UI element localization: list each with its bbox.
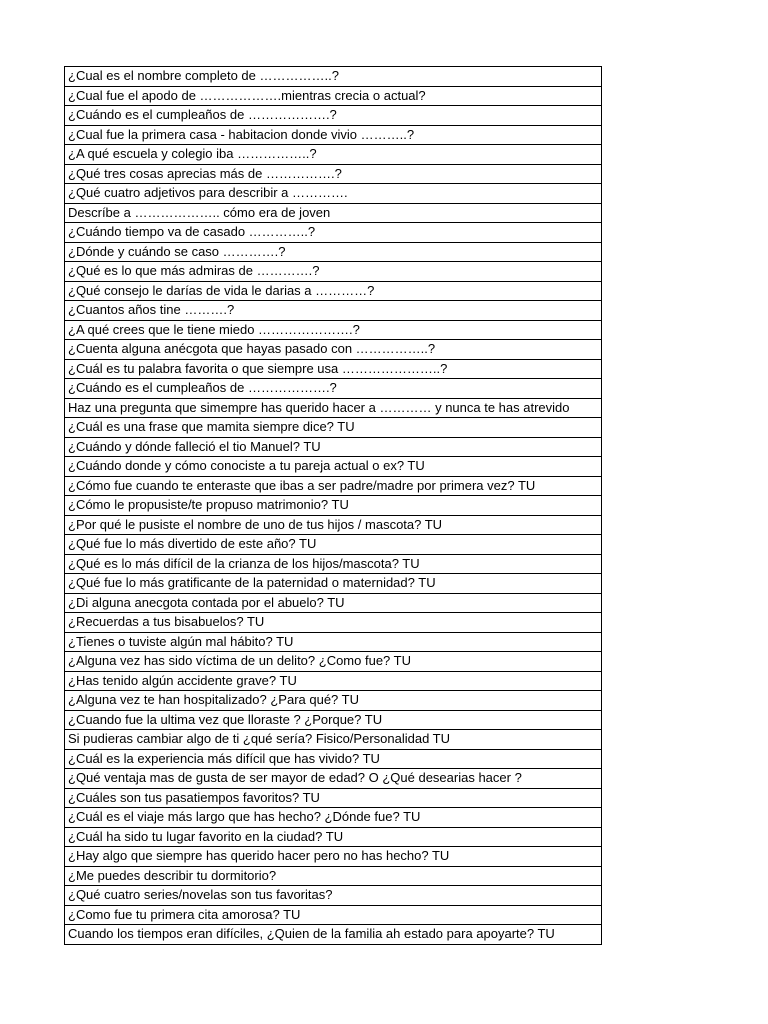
table-row	[65, 788, 602, 808]
table-row	[65, 749, 602, 769]
table-row	[65, 203, 602, 223]
table-row	[65, 359, 602, 379]
table-row	[65, 125, 602, 145]
table-row	[65, 67, 602, 87]
question-cell[interactable]: Cuando los tiempos eran difíciles, ¿Quien de la familia ah estado para apoyarte? TU	[65, 925, 602, 945]
question-cell[interactable]: ¿Cuándo donde y cómo conociste a tu pareja actual o ex? TU	[65, 457, 602, 477]
table-row	[65, 223, 602, 243]
question-cell[interactable]: ¿Hay algo que siempre has querido hacer pero no has hecho? TU	[65, 847, 602, 867]
question-cell[interactable]: Haz una pregunta que simempre has querido hacer a ………… y nunca te has atrevido	[65, 398, 602, 418]
question-cell[interactable]: ¿Recuerdas a tus bisabuelos? TU	[65, 613, 602, 633]
table-row	[65, 613, 602, 633]
table-row	[65, 847, 602, 867]
table-row	[65, 652, 602, 672]
question-cell[interactable]: ¿Tienes o tuviste algún mal hábito? TU	[65, 632, 602, 652]
question-cell[interactable]: ¿Dónde y cuándo se caso ………….?	[65, 242, 602, 262]
question-cell[interactable]: ¿Como fue tu primera cita amorosa? TU	[65, 905, 602, 925]
table-row	[65, 925, 602, 945]
question-cell[interactable]: ¿Di alguna anecgota contada por el abuelo? TU	[65, 593, 602, 613]
table-row	[65, 418, 602, 438]
table-row	[65, 827, 602, 847]
table-row	[65, 379, 602, 399]
table-row	[65, 106, 602, 126]
table-row	[65, 554, 602, 574]
table-row	[65, 671, 602, 691]
table-row	[65, 632, 602, 652]
question-cell[interactable]: ¿Por qué le pusiste el nombre de uno de tus hijos / mascota? TU	[65, 515, 602, 535]
question-cell[interactable]: ¿Qué cuatro adjetivos para describir a ………….	[65, 184, 602, 204]
table-row	[65, 301, 602, 321]
question-cell[interactable]: ¿Qué fue lo más gratificante de la paternidad o maternidad? TU	[65, 574, 602, 594]
table-row	[65, 281, 602, 301]
question-cell[interactable]: ¿Cuál es el viaje más largo que has hecho? ¿Dónde fue? TU	[65, 808, 602, 828]
question-cell[interactable]: Descríbe a ……………….. cómo era de joven	[65, 203, 602, 223]
table-row	[65, 886, 602, 906]
question-cell[interactable]: ¿Cuenta alguna anécgota que hayas pasado con ……………..?	[65, 340, 602, 360]
table-row	[65, 86, 602, 106]
table-row	[65, 593, 602, 613]
question-cell[interactable]: ¿Cómo fue cuando te enteraste que ibas a ser padre/madre por primera vez? TU	[65, 476, 602, 496]
question-cell[interactable]: ¿Alguna vez has sido víctima de un delito? ¿Como fue? TU	[65, 652, 602, 672]
question-cell[interactable]: ¿A qué escuela y colegio iba ……………..?	[65, 145, 602, 165]
question-cell[interactable]: ¿Cuándo es el cumpleaños de ……………….?	[65, 379, 602, 399]
table-row	[65, 145, 602, 165]
question-cell[interactable]: ¿Qué tres cosas aprecias más de …………….?	[65, 164, 602, 184]
table-row	[65, 808, 602, 828]
table-row	[65, 437, 602, 457]
question-cell[interactable]: ¿Alguna vez te han hospitalizado? ¿Para qué? TU	[65, 691, 602, 711]
table-row	[65, 398, 602, 418]
question-cell[interactable]: ¿Qué ventaja mas de gusta de ser mayor de edad? O ¿Qué desearias hacer ?	[65, 769, 602, 789]
question-cell[interactable]: ¿Cuál es una frase que mamita siempre dice? TU	[65, 418, 602, 438]
questions-table	[64, 66, 602, 945]
table-row	[65, 476, 602, 496]
table-row	[65, 262, 602, 282]
table-row	[65, 769, 602, 789]
table-row	[65, 691, 602, 711]
question-cell[interactable]: ¿Cual fue el apodo de ……………….mientras crecia o actual?	[65, 86, 602, 106]
question-cell[interactable]: ¿Cuando fue la ultima vez que lloraste ? ¿Porque? TU	[65, 710, 602, 730]
question-cell[interactable]: ¿Cuál es tu palabra favorita o que siempre usa …………………..?	[65, 359, 602, 379]
table-row	[65, 866, 602, 886]
question-cell[interactable]: ¿Qué es lo que más admiras de ………….?	[65, 262, 602, 282]
question-cell[interactable]: ¿Cuál ha sido tu lugar favorito en la ciudad? TU	[65, 827, 602, 847]
question-cell[interactable]: ¿Qué es lo más difícil de la crianza de los hijos/mascota? TU	[65, 554, 602, 574]
question-cell[interactable]: ¿A qué crees que le tiene miedo ………………….?	[65, 320, 602, 340]
table-row	[65, 184, 602, 204]
question-cell[interactable]: ¿Cuándo es el cumpleaños de ……………….?	[65, 106, 602, 126]
question-cell[interactable]: ¿Cual es el nombre completo de ……………..?	[65, 67, 602, 87]
question-cell[interactable]: ¿Qué consejo le darías de vida le darias a …………?	[65, 281, 602, 301]
question-cell[interactable]: ¿Cuáles son tus pasatiempos favoritos? TU	[65, 788, 602, 808]
question-cell[interactable]: ¿Cuál es la experiencia más difícil que has vivido? TU	[65, 749, 602, 769]
table-row	[65, 340, 602, 360]
questions-table-body	[65, 67, 602, 945]
table-row	[65, 457, 602, 477]
table-row	[65, 320, 602, 340]
question-cell[interactable]: ¿Cual fue la primera casa - habitacion donde vivio ………..?	[65, 125, 602, 145]
table-row	[65, 905, 602, 925]
question-cell[interactable]: ¿Qué cuatro series/novelas son tus favoritas?	[65, 886, 602, 906]
table-row	[65, 242, 602, 262]
table-row	[65, 730, 602, 750]
question-cell[interactable]: ¿Cuándo y dónde falleció el tio Manuel? TU	[65, 437, 602, 457]
question-cell[interactable]: Si pudieras cambiar algo de ti ¿qué sería? Fisico/Personalidad TU	[65, 730, 602, 750]
question-cell[interactable]: ¿Has tenido algún accidente grave? TU	[65, 671, 602, 691]
table-row	[65, 710, 602, 730]
table-row	[65, 574, 602, 594]
question-cell[interactable]: ¿Cómo le propusiste/te propuso matrimonio? TU	[65, 496, 602, 516]
table-row	[65, 515, 602, 535]
question-cell[interactable]: ¿Me puedes describir tu dormitorio?	[65, 866, 602, 886]
table-row	[65, 164, 602, 184]
question-cell[interactable]: ¿Cuantos años tine ……….?	[65, 301, 602, 321]
table-row	[65, 496, 602, 516]
question-cell[interactable]: ¿Cuándo tiempo va de casado …………..?	[65, 223, 602, 243]
question-cell[interactable]: ¿Qué fue lo más divertido de este año? TU	[65, 535, 602, 555]
table-row	[65, 535, 602, 555]
